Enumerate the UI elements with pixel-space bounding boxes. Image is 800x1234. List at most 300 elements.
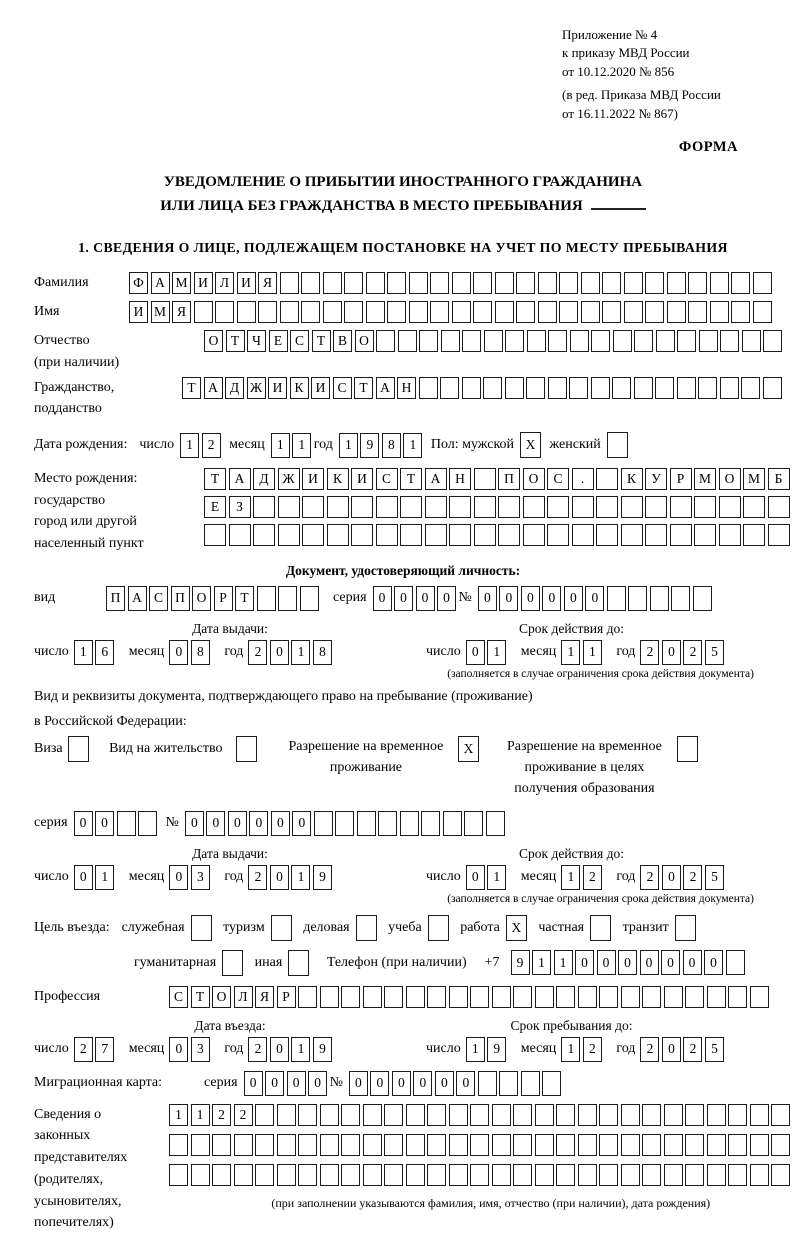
legal-reps-line-1[interactable] xyxy=(169,1104,793,1126)
char-box[interactable] xyxy=(719,496,741,518)
char-box[interactable]: 0 xyxy=(564,586,583,611)
temp-permit-checkbox[interactable] xyxy=(458,736,482,762)
char-box[interactable]: П xyxy=(171,586,190,611)
char-box[interactable] xyxy=(578,1164,597,1186)
char-box[interactable]: 1 xyxy=(466,1037,485,1062)
char-box[interactable] xyxy=(443,811,462,836)
char-box[interactable]: 0 xyxy=(542,586,561,611)
char-box[interactable] xyxy=(664,1134,683,1156)
char-box[interactable]: 3 xyxy=(191,1037,210,1062)
entry-day[interactable] xyxy=(74,1037,117,1062)
char-box[interactable] xyxy=(278,524,300,546)
char-box[interactable] xyxy=(753,301,772,323)
char-box[interactable] xyxy=(409,301,428,323)
char-box[interactable] xyxy=(215,301,234,323)
char-box[interactable]: А xyxy=(425,468,447,490)
char-box[interactable]: 1 xyxy=(583,640,602,665)
char-box[interactable] xyxy=(535,1164,554,1186)
char-box[interactable] xyxy=(591,377,610,399)
purpose-private-checkbox[interactable] xyxy=(590,915,614,941)
char-box[interactable] xyxy=(440,377,459,399)
char-box[interactable] xyxy=(498,524,520,546)
char-box[interactable] xyxy=(763,330,782,352)
char-box[interactable] xyxy=(698,377,717,399)
char-box[interactable] xyxy=(521,1071,540,1096)
char-box[interactable] xyxy=(621,1104,640,1126)
stay-day[interactable] xyxy=(466,1037,509,1062)
char-box[interactable]: 0 xyxy=(308,1071,327,1096)
char-box[interactable]: С xyxy=(169,986,188,1008)
char-box[interactable] xyxy=(483,377,502,399)
char-box[interactable] xyxy=(685,1104,704,1126)
sex-male-checkbox[interactable] xyxy=(520,432,544,458)
char-box[interactable]: 5 xyxy=(705,640,724,665)
char-box[interactable]: 0 xyxy=(521,586,540,611)
char-box[interactable]: С xyxy=(376,468,398,490)
char-box[interactable] xyxy=(484,330,503,352)
res-issue-year[interactable] xyxy=(248,865,334,890)
char-box[interactable] xyxy=(599,1104,618,1126)
char-box[interactable] xyxy=(363,1164,382,1186)
char-box[interactable]: Д xyxy=(253,468,275,490)
char-box[interactable] xyxy=(320,1104,339,1126)
char-box[interactable] xyxy=(581,301,600,323)
char-box[interactable]: В xyxy=(333,330,352,352)
char-box[interactable] xyxy=(728,986,747,1008)
char-box[interactable] xyxy=(578,986,597,1008)
stay-month[interactable] xyxy=(561,1037,604,1062)
doc-number-input[interactable] xyxy=(478,586,715,611)
char-box[interactable] xyxy=(278,496,300,518)
char-box[interactable] xyxy=(341,1134,360,1156)
char-box[interactable] xyxy=(505,377,524,399)
char-box[interactable] xyxy=(523,496,545,518)
char-box[interactable] xyxy=(499,1071,518,1096)
char-box[interactable] xyxy=(750,1164,769,1186)
entry-year[interactable] xyxy=(248,1037,334,1062)
char-box[interactable] xyxy=(280,272,299,294)
char-box[interactable]: Н xyxy=(397,377,416,399)
purpose-official-checkbox[interactable] xyxy=(191,915,215,941)
char-box[interactable]: 0 xyxy=(466,865,485,890)
char-box[interactable] xyxy=(548,330,567,352)
char-box[interactable] xyxy=(430,272,449,294)
char-box[interactable]: О xyxy=(355,330,374,352)
char-box[interactable] xyxy=(771,1134,790,1156)
char-box[interactable] xyxy=(323,272,342,294)
char-box[interactable] xyxy=(548,377,567,399)
char-box[interactable] xyxy=(599,986,618,1008)
char-box[interactable] xyxy=(664,1164,683,1186)
char-box[interactable] xyxy=(255,1104,274,1126)
char-box[interactable] xyxy=(277,1104,296,1126)
char-box[interactable]: О xyxy=(523,468,545,490)
char-box[interactable] xyxy=(376,496,398,518)
char-box[interactable] xyxy=(559,301,578,323)
char-box[interactable]: 0 xyxy=(662,865,681,890)
char-box[interactable] xyxy=(449,986,468,1008)
char-box[interactable] xyxy=(624,301,643,323)
char-box[interactable] xyxy=(731,301,750,323)
char-box[interactable] xyxy=(556,1164,575,1186)
char-box[interactable] xyxy=(449,1104,468,1126)
char-box[interactable] xyxy=(523,524,545,546)
char-box[interactable]: 0 xyxy=(271,811,290,836)
visa-checkbox[interactable] xyxy=(68,736,92,762)
char-box[interactable]: 2 xyxy=(583,1037,602,1062)
res-issue-day[interactable] xyxy=(74,865,117,890)
char-box[interactable] xyxy=(341,1104,360,1126)
char-box[interactable]: 2 xyxy=(640,865,659,890)
char-box[interactable] xyxy=(452,301,471,323)
char-box[interactable]: 1 xyxy=(487,640,506,665)
char-box[interactable]: 0 xyxy=(370,1071,389,1096)
char-box[interactable] xyxy=(516,272,535,294)
char-box[interactable] xyxy=(645,496,667,518)
char-box[interactable] xyxy=(535,986,554,1008)
char-box[interactable] xyxy=(212,1164,231,1186)
char-box[interactable] xyxy=(750,986,769,1008)
char-box[interactable] xyxy=(596,496,618,518)
char-box[interactable] xyxy=(419,377,438,399)
char-box[interactable] xyxy=(474,496,496,518)
char-box[interactable] xyxy=(470,986,489,1008)
char-box[interactable]: Я xyxy=(255,986,274,1008)
char-box[interactable] xyxy=(538,301,557,323)
char-box[interactable] xyxy=(327,524,349,546)
char-box[interactable] xyxy=(357,811,376,836)
char-box[interactable] xyxy=(677,330,696,352)
char-box[interactable] xyxy=(474,468,496,490)
char-box[interactable]: 0 xyxy=(292,811,311,836)
char-box[interactable] xyxy=(400,524,422,546)
char-box[interactable]: 6 xyxy=(95,640,114,665)
patronymic-input[interactable] xyxy=(204,330,785,352)
char-box[interactable]: 1 xyxy=(554,950,573,975)
char-box[interactable] xyxy=(667,301,686,323)
char-box[interactable] xyxy=(320,986,339,1008)
char-box[interactable] xyxy=(719,524,741,546)
char-box[interactable]: Б xyxy=(768,468,790,490)
char-box[interactable] xyxy=(677,377,696,399)
char-box[interactable]: 0 xyxy=(169,640,188,665)
citizenship-input[interactable] xyxy=(182,377,784,399)
char-box[interactable]: О xyxy=(212,986,231,1008)
char-box[interactable] xyxy=(169,1164,188,1186)
char-box[interactable]: Л xyxy=(234,986,253,1008)
char-box[interactable] xyxy=(441,330,460,352)
char-box[interactable] xyxy=(728,1134,747,1156)
char-box[interactable] xyxy=(596,468,618,490)
char-box[interactable] xyxy=(298,986,317,1008)
char-box[interactable] xyxy=(194,301,213,323)
char-box[interactable] xyxy=(271,915,292,941)
char-box[interactable]: О xyxy=(204,330,223,352)
char-box[interactable]: 0 xyxy=(270,1037,289,1062)
char-box[interactable] xyxy=(694,496,716,518)
char-box[interactable] xyxy=(599,1164,618,1186)
char-box[interactable] xyxy=(547,524,569,546)
char-box[interactable] xyxy=(671,586,690,611)
char-box[interactable] xyxy=(212,1134,231,1156)
char-box[interactable] xyxy=(655,377,674,399)
char-box[interactable]: Т xyxy=(312,330,331,352)
char-box[interactable]: 1 xyxy=(191,1104,210,1126)
char-box[interactable]: 0 xyxy=(575,950,594,975)
char-box[interactable] xyxy=(771,1104,790,1126)
char-box[interactable] xyxy=(255,1134,274,1156)
char-box[interactable] xyxy=(572,524,594,546)
char-box[interactable]: 0 xyxy=(349,1071,368,1096)
char-box[interactable] xyxy=(559,272,578,294)
char-box[interactable]: А xyxy=(204,377,223,399)
char-box[interactable] xyxy=(570,330,589,352)
char-box[interactable]: Е xyxy=(204,496,226,518)
char-box[interactable] xyxy=(513,986,532,1008)
char-box[interactable] xyxy=(301,272,320,294)
char-box[interactable]: 0 xyxy=(662,640,681,665)
char-box[interactable] xyxy=(288,950,309,976)
char-box[interactable]: П xyxy=(106,586,125,611)
char-box[interactable]: Д xyxy=(225,377,244,399)
residence-number-input[interactable] xyxy=(185,811,508,836)
char-box[interactable] xyxy=(591,330,610,352)
char-box[interactable]: 0 xyxy=(618,950,637,975)
char-box[interactable] xyxy=(341,1164,360,1186)
birth-place-line-1[interactable] xyxy=(204,468,792,490)
char-box[interactable]: С xyxy=(149,586,168,611)
char-box[interactable] xyxy=(449,524,471,546)
char-box[interactable]: 0 xyxy=(74,811,93,836)
stay-year[interactable] xyxy=(640,1037,726,1062)
char-box[interactable] xyxy=(728,1164,747,1186)
char-box[interactable] xyxy=(344,301,363,323)
char-box[interactable]: 0 xyxy=(499,586,518,611)
char-box[interactable] xyxy=(356,915,377,941)
char-box[interactable]: 1 xyxy=(532,950,551,975)
char-box[interactable]: Ч xyxy=(247,330,266,352)
char-box[interactable] xyxy=(462,330,481,352)
name-input[interactable] xyxy=(129,301,774,323)
char-box[interactable] xyxy=(257,586,276,611)
char-box[interactable] xyxy=(427,1164,446,1186)
res-expiry-day[interactable] xyxy=(466,865,509,890)
char-box[interactable]: 0 xyxy=(662,1037,681,1062)
char-box[interactable]: К xyxy=(327,468,349,490)
char-box[interactable] xyxy=(492,1104,511,1126)
id-expiry-month[interactable] xyxy=(561,640,604,665)
char-box[interactable] xyxy=(750,1104,769,1126)
id-issue-day[interactable] xyxy=(74,640,117,665)
char-box[interactable] xyxy=(229,524,251,546)
char-box[interactable]: 2 xyxy=(583,865,602,890)
char-box[interactable]: 0 xyxy=(206,811,225,836)
char-box[interactable]: 8 xyxy=(382,433,401,458)
char-box[interactable] xyxy=(710,272,729,294)
char-box[interactable] xyxy=(425,496,447,518)
char-box[interactable] xyxy=(236,736,257,762)
char-box[interactable] xyxy=(741,377,760,399)
char-box[interactable] xyxy=(117,811,136,836)
char-box[interactable] xyxy=(449,496,471,518)
char-box[interactable]: И xyxy=(237,272,256,294)
char-box[interactable] xyxy=(513,1164,532,1186)
char-box[interactable] xyxy=(398,330,417,352)
char-box[interactable] xyxy=(400,496,422,518)
char-box[interactable]: 0 xyxy=(437,586,456,611)
char-box[interactable] xyxy=(470,1164,489,1186)
char-box[interactable] xyxy=(556,1134,575,1156)
char-box[interactable]: Ж xyxy=(278,468,300,490)
char-box[interactable]: 7 xyxy=(95,1037,114,1062)
char-box[interactable] xyxy=(280,301,299,323)
char-box[interactable]: . xyxy=(572,468,594,490)
char-box[interactable]: Т xyxy=(235,586,254,611)
char-box[interactable]: И xyxy=(194,272,213,294)
char-box[interactable]: 0 xyxy=(416,586,435,611)
birth-day-input[interactable] xyxy=(180,433,223,458)
char-box[interactable] xyxy=(621,986,640,1008)
char-box[interactable]: 8 xyxy=(191,640,210,665)
char-box[interactable] xyxy=(191,915,212,941)
char-box[interactable] xyxy=(473,272,492,294)
residence-permit-checkbox[interactable] xyxy=(236,736,260,762)
char-box[interactable]: 9 xyxy=(313,1037,332,1062)
char-box[interactable] xyxy=(720,377,739,399)
char-box[interactable] xyxy=(596,524,618,546)
char-box[interactable]: С xyxy=(547,468,569,490)
char-box[interactable]: X xyxy=(506,915,527,941)
char-box[interactable] xyxy=(513,1104,532,1126)
char-box[interactable] xyxy=(642,986,661,1008)
entry-month[interactable] xyxy=(169,1037,212,1062)
char-box[interactable]: 2 xyxy=(640,640,659,665)
char-box[interactable]: 2 xyxy=(683,865,702,890)
char-box[interactable] xyxy=(406,1134,425,1156)
char-box[interactable]: Л xyxy=(215,272,234,294)
char-box[interactable] xyxy=(581,272,600,294)
char-box[interactable]: П xyxy=(498,468,520,490)
char-box[interactable]: 2 xyxy=(202,433,221,458)
char-box[interactable] xyxy=(707,1164,726,1186)
char-box[interactable]: 3 xyxy=(191,865,210,890)
char-box[interactable] xyxy=(590,915,611,941)
char-box[interactable] xyxy=(492,1134,511,1156)
char-box[interactable]: 0 xyxy=(169,1037,188,1062)
char-box[interactable]: Р xyxy=(277,986,296,1008)
char-box[interactable] xyxy=(645,301,664,323)
char-box[interactable]: 0 xyxy=(435,1071,454,1096)
char-box[interactable] xyxy=(384,1104,403,1126)
char-box[interactable] xyxy=(578,1134,597,1156)
char-box[interactable] xyxy=(607,586,626,611)
char-box[interactable] xyxy=(612,377,631,399)
char-box[interactable]: М xyxy=(172,272,191,294)
char-box[interactable] xyxy=(366,301,385,323)
res-issue-month[interactable] xyxy=(169,865,212,890)
char-box[interactable] xyxy=(470,1104,489,1126)
char-box[interactable]: 2 xyxy=(640,1037,659,1062)
doc-series-input[interactable] xyxy=(373,586,459,611)
char-box[interactable] xyxy=(688,272,707,294)
char-box[interactable] xyxy=(301,301,320,323)
char-box[interactable]: 0 xyxy=(466,640,485,665)
char-box[interactable]: 0 xyxy=(585,586,604,611)
char-box[interactable]: Т xyxy=(354,377,373,399)
char-box[interactable]: К xyxy=(621,468,643,490)
char-box[interactable] xyxy=(710,301,729,323)
char-box[interactable] xyxy=(253,524,275,546)
char-box[interactable] xyxy=(516,301,535,323)
char-box[interactable] xyxy=(425,524,447,546)
char-box[interactable]: М xyxy=(151,301,170,323)
char-box[interactable] xyxy=(685,1164,704,1186)
char-box[interactable] xyxy=(302,496,324,518)
char-box[interactable] xyxy=(505,330,524,352)
char-box[interactable]: 1 xyxy=(292,433,311,458)
char-box[interactable]: 2 xyxy=(248,865,267,890)
char-box[interactable] xyxy=(191,1134,210,1156)
purpose-transit-checkbox[interactable] xyxy=(675,915,699,941)
char-box[interactable] xyxy=(694,524,716,546)
char-box[interactable] xyxy=(621,524,643,546)
char-box[interactable] xyxy=(486,811,505,836)
char-box[interactable] xyxy=(498,496,520,518)
char-box[interactable]: И xyxy=(351,468,373,490)
char-box[interactable] xyxy=(677,736,698,762)
char-box[interactable]: 1 xyxy=(561,865,580,890)
char-box[interactable] xyxy=(351,496,373,518)
char-box[interactable] xyxy=(556,986,575,1008)
char-box[interactable]: 0 xyxy=(394,586,413,611)
char-box[interactable]: 0 xyxy=(265,1071,284,1096)
char-box[interactable]: Ж xyxy=(247,377,266,399)
char-box[interactable] xyxy=(449,1164,468,1186)
char-box[interactable] xyxy=(642,1134,661,1156)
char-box[interactable] xyxy=(599,1134,618,1156)
char-box[interactable] xyxy=(670,524,692,546)
char-box[interactable] xyxy=(452,272,471,294)
char-box[interactable] xyxy=(222,950,243,976)
char-box[interactable] xyxy=(613,330,632,352)
char-box[interactable]: 0 xyxy=(95,811,114,836)
char-box[interactable] xyxy=(428,915,449,941)
char-box[interactable] xyxy=(277,1164,296,1186)
char-box[interactable]: И xyxy=(302,468,324,490)
char-box[interactable]: 2 xyxy=(212,1104,231,1126)
char-box[interactable] xyxy=(400,811,419,836)
char-box[interactable] xyxy=(656,330,675,352)
surname-input[interactable] xyxy=(129,272,774,294)
char-box[interactable] xyxy=(634,330,653,352)
char-box[interactable] xyxy=(363,986,382,1008)
char-box[interactable]: Т xyxy=(182,377,201,399)
purpose-tourism-checkbox[interactable] xyxy=(271,915,295,941)
char-box[interactable]: Т xyxy=(226,330,245,352)
char-box[interactable] xyxy=(771,1164,790,1186)
char-box[interactable] xyxy=(474,524,496,546)
char-box[interactable]: А xyxy=(128,586,147,611)
char-box[interactable] xyxy=(406,1104,425,1126)
char-box[interactable] xyxy=(300,586,319,611)
char-box[interactable]: М xyxy=(694,468,716,490)
profession-input[interactable] xyxy=(169,986,771,1008)
char-box[interactable]: 1 xyxy=(95,865,114,890)
char-box[interactable] xyxy=(720,330,739,352)
char-box[interactable] xyxy=(743,496,765,518)
migration-series-input[interactable] xyxy=(244,1071,330,1096)
char-box[interactable]: 0 xyxy=(185,811,204,836)
